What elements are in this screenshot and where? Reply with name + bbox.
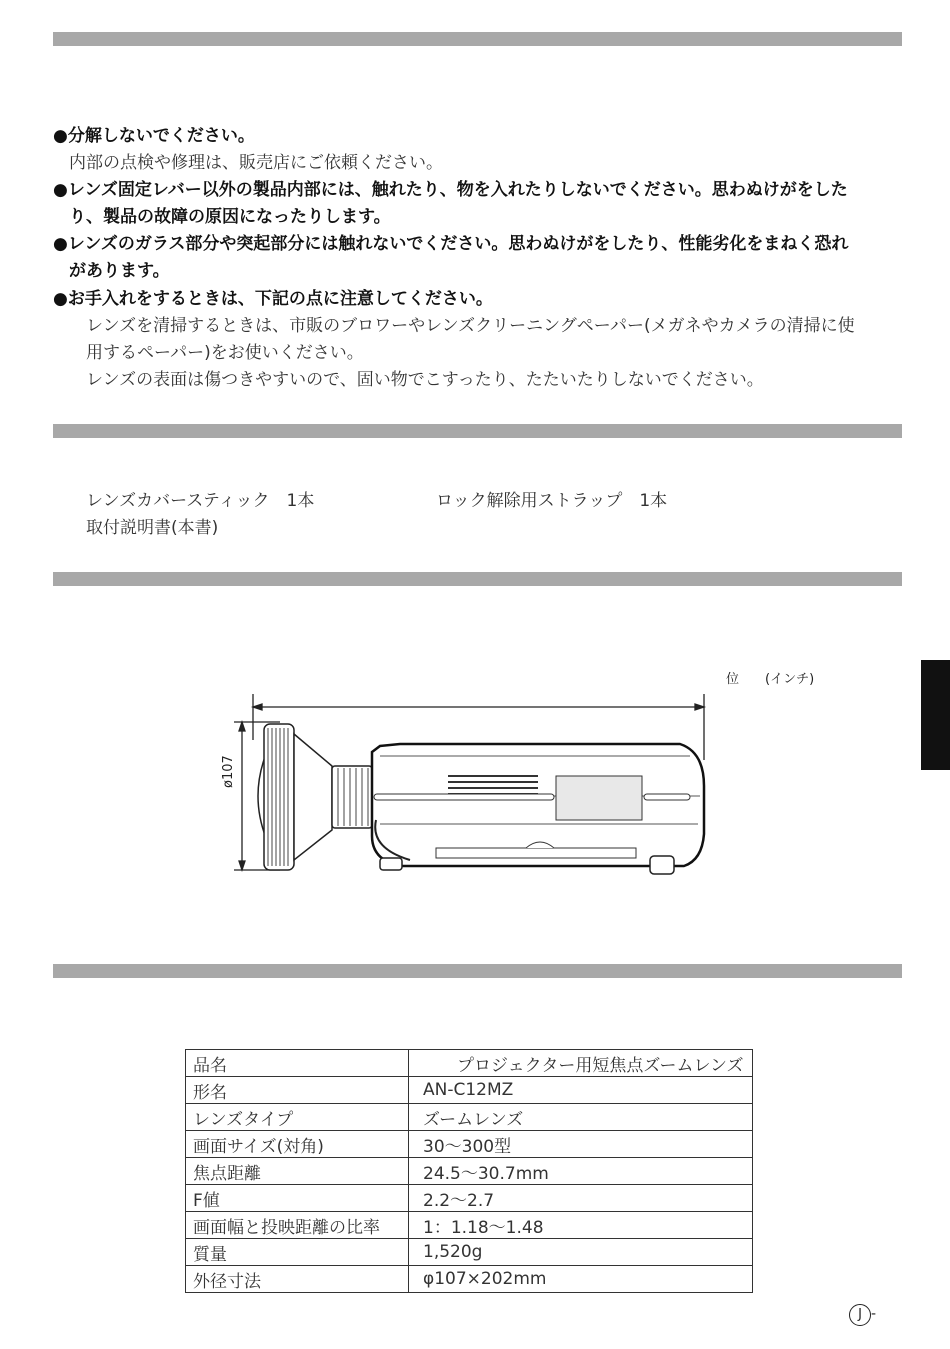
precaution-3-line2: があります。 — [69, 261, 170, 281]
spec-value: 1：1.18〜1.48 — [409, 1212, 753, 1239]
unit-label: 位 (インチ) — [726, 672, 815, 687]
specifications-table — [185, 1049, 753, 1293]
precaution-1-title: ●分解しないでください。 — [53, 126, 255, 146]
table-row — [186, 1239, 753, 1266]
accessory-manual: 取付説明書(本書) — [86, 518, 219, 538]
spec-label: 画面幅と投映距離の比率 — [186, 1212, 409, 1239]
accessory-lens-cover-stick: レンズカバースティック 1本 — [86, 491, 315, 511]
section-bar-dimensions — [53, 572, 902, 586]
table-row — [186, 1158, 753, 1185]
precaution-1-detail: 内部の点検や修理は、販売店にご依頼ください。 — [69, 153, 443, 173]
table-row — [186, 1050, 753, 1077]
spec-value: AN-C12MZ — [409, 1077, 753, 1104]
table-row — [186, 1131, 753, 1158]
spec-label: 形名 — [186, 1077, 409, 1104]
foot-left — [380, 858, 402, 870]
spec-label: 焦点距離 — [186, 1158, 409, 1185]
spec-label: 画面サイズ(対角) — [186, 1131, 409, 1158]
section-bar-precautions — [53, 32, 902, 46]
precaution-4-detail2: 用するペーパー)をお使いください。 — [86, 343, 364, 363]
speaker-grille — [556, 776, 642, 820]
precaution-4-detail1: レンズを清掃するときは、市販のブロワーやレンズクリーニングペーパー(メガネやカメラの清掃に使 — [86, 316, 855, 336]
spec-label: 外径寸法 — [186, 1266, 409, 1293]
section-bar-accessories — [53, 424, 902, 438]
spec-label: 質量 — [186, 1239, 409, 1266]
spec-value: 24.5〜30.7mm — [409, 1158, 753, 1185]
spec-value: φ107×202mm — [409, 1266, 753, 1293]
dimension-diagram — [220, 690, 720, 890]
spec-value: 1,520g — [409, 1239, 753, 1266]
lens-cone — [294, 734, 332, 860]
spec-value: プロジェクター用短焦点ズームレンズ — [409, 1050, 753, 1077]
spec-label: レンズタイプ — [186, 1104, 409, 1131]
precaution-4-detail3: レンズの表面は傷つきやすいので、固い物でこすったり、たたいたりしないでください。 — [86, 370, 764, 390]
table-row — [186, 1266, 753, 1293]
accessory-lock-release-strap: ロック解除用ストラップ 1本 — [436, 491, 668, 511]
table-row — [186, 1212, 753, 1239]
page-letter: J — [849, 1304, 871, 1326]
page-suffix: - — [871, 1306, 877, 1322]
precaution-2-line1: ●レンズ固定レバー以外の製品内部には、触れたり、物を入れたりしないでください。思わぬけがをした — [53, 180, 848, 200]
table-row — [186, 1185, 753, 1212]
spec-value: ズームレンズ — [409, 1104, 753, 1131]
table-row — [186, 1104, 753, 1131]
spec-label: F値 — [186, 1185, 409, 1212]
precaution-2-line2: り、製品の故障の原因になったりします。 — [69, 207, 391, 227]
page-number — [849, 1304, 876, 1326]
spec-label: 品名 — [186, 1050, 409, 1077]
foot-right — [650, 856, 674, 874]
precaution-3-line1: ●レンズのガラス部分や突起部分には触れないでください。思わぬけがをしたり、性能劣化をまねく恐れ — [53, 234, 849, 254]
diameter-label: ø107 — [221, 755, 236, 788]
side-tab — [921, 660, 950, 770]
section-bar-specifications — [53, 964, 902, 978]
spec-value: 2.2〜2.7 — [409, 1185, 753, 1212]
precaution-4-title: ●お手入れをするときは、下記の点に注意してください。 — [53, 289, 493, 309]
table-row — [186, 1077, 753, 1104]
spec-value: 30〜300型 — [409, 1131, 753, 1158]
